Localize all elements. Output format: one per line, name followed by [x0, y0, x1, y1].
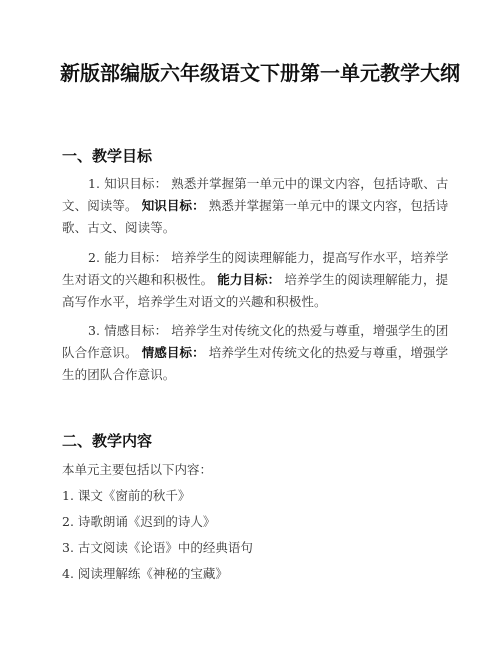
objective-text: 培养学生对传统文化的热爱与尊重，增强学生的团队合作意识。 [62, 323, 449, 360]
objective-bold-label: 知识目标： [141, 198, 205, 213]
objective-text: 熟悉并掌握第一单元中的课文内容，包括诗歌、古文、阅读等。 [62, 176, 449, 213]
document-title: 新版部编版六年级语文下册第一单元教学大纲 [60, 61, 460, 85]
objective-repeat: 培养学生的阅读理解能力，提高写作水平，培养学生对语文的兴趣和积极性。 [62, 272, 449, 309]
objective-repeat: 熟悉并掌握第一单元中的课文内容，包括诗歌、古文、阅读等。 [62, 198, 449, 235]
objective-emotion [62, 320, 457, 386]
section-heading-objectives: 一、教学目标 [62, 147, 153, 165]
objective-repeat: 培养学生对传统文化的热爱与尊重，增强学生的团队合作意识。 [62, 345, 449, 382]
objective-lead: 3. 情感目标： [88, 323, 168, 338]
objective-lead: 1. 知识目标： [88, 176, 168, 191]
content-intro: 本单元主要包括以下内容： [62, 462, 213, 477]
objective-knowledge [62, 173, 457, 239]
content-list-item: 1. 课文《窗前的秋千》 [62, 488, 191, 503]
section-heading-content: 二、教学内容 [62, 432, 153, 450]
objective-bold-label: 情感目标： [141, 345, 205, 360]
content-list-item: 4. 阅读理解练《神秘的宝藏》 [62, 566, 228, 581]
objective-lead: 2. 能力目标： [88, 250, 168, 265]
objective-text: 培养学生的阅读理解能力，提高写作水平，培养学生对语文的兴趣和积极性。 [62, 250, 449, 287]
content-list-item: 3. 古文阅读《论语》中的经典语句 [62, 540, 253, 555]
content-list-item: 2. 诗歌朗诵《迟到的诗人》 [62, 514, 216, 529]
objective-ability [62, 247, 457, 313]
objective-bold-label: 能力目标： [217, 272, 281, 287]
